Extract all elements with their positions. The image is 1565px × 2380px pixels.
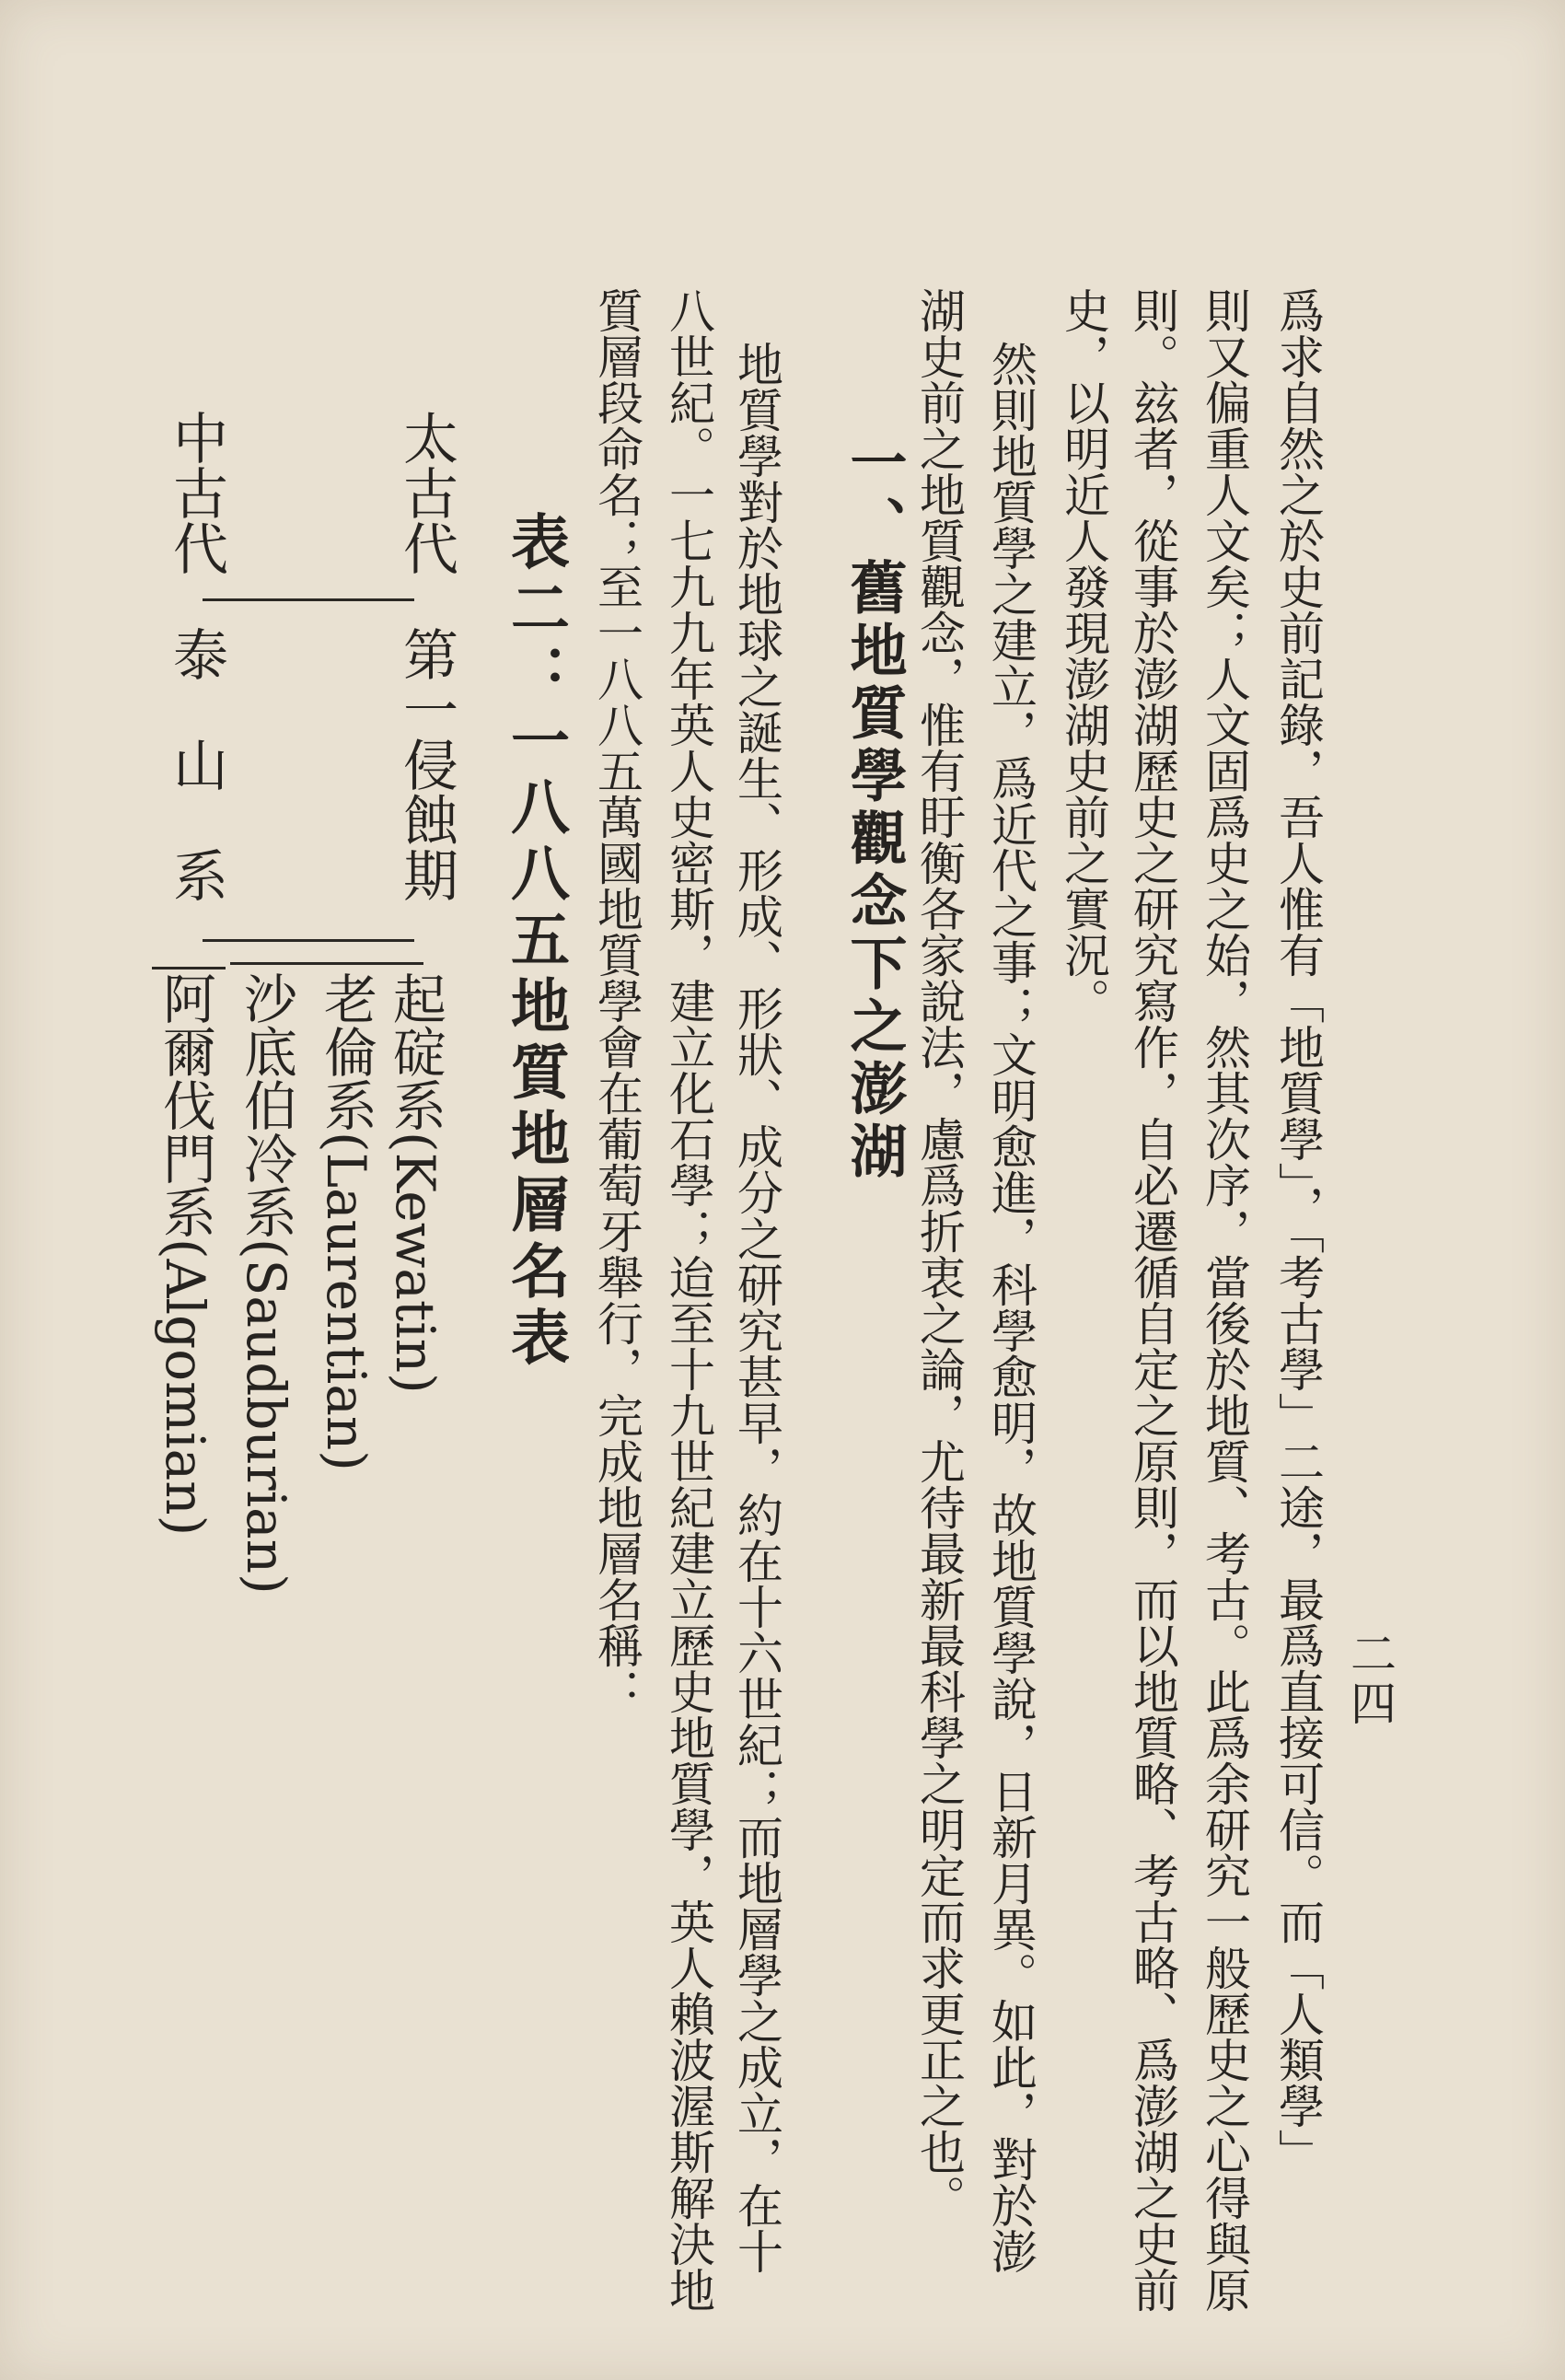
era-name: 中古代 <box>164 410 228 575</box>
table-brace <box>152 967 226 969</box>
section-heading: 一、舊地質學觀念下之澎湖 <box>840 433 908 1184</box>
paragraph-line: 湖史前之地質觀念，惟有盱衡各家說法，慮爲折衷之論，尤待最新最科學之明定而求更正之也。 <box>912 287 966 2221</box>
era-system: 老倫系(Laurentian) <box>315 971 377 1471</box>
section-paragraph-line: 八世紀。一七九九年英人史密斯，建立化石學；迨至十九世紀建立歷史地質學，英人賴波渥斯解決地 <box>662 287 715 2313</box>
section-paragraph-line: 質層段命名；至一八八五萬國地質學會在葡萄牙舉行，完成地層名稱： <box>590 287 643 1714</box>
paragraph-line: 則又偏重人文矣；人文固爲史之始，然其次序，當後於地質、考古。此爲余研究一般歷史之心得與原 <box>1198 287 1251 2313</box>
page-number: 二四 <box>1343 1630 1397 1729</box>
era-system: 沙底伯冷系(Saudburian) <box>235 971 297 1595</box>
era-period: 第一侵蝕期 <box>394 626 458 902</box>
table-brace <box>203 598 414 601</box>
table-brace <box>230 962 423 965</box>
section-paragraph-line: 地質學對於地球之誕生、形成、形狀、成分之研究甚早，約在十六世紀；而地層學之成立，在十 <box>730 341 783 2274</box>
table-brace <box>203 939 414 942</box>
paragraph-line: 然則地質學之建立，爲近代之事；文明愈進，科學愈明，故地質學說，日新月異。如此，對於澎 <box>984 341 1038 2274</box>
era-name: 太古代 <box>394 410 458 575</box>
era-system: 阿爾伐門系(Algomian) <box>154 971 216 1537</box>
paragraph-line: 則。玆者，從事於澎湖歷史之研究寫作，自必遷循自定之原則，而以地質略、考古略、爲澎湖之史前 <box>1126 287 1179 2313</box>
table-title: 表二：一八八五地質地層名表 <box>501 511 570 1373</box>
paragraph-line: 爲求自然之於史前記錄，吾人惟有「地質學」，「考古學」二途，最爲直接可信。而「人類學」 <box>1271 287 1325 2175</box>
era-system: 起碇系(Kewatin) <box>384 971 446 1394</box>
era-period: 泰 山 系 <box>164 626 228 902</box>
paragraph-line: 史，以明近人發現澎湖史前之實況。 <box>1057 287 1110 1024</box>
